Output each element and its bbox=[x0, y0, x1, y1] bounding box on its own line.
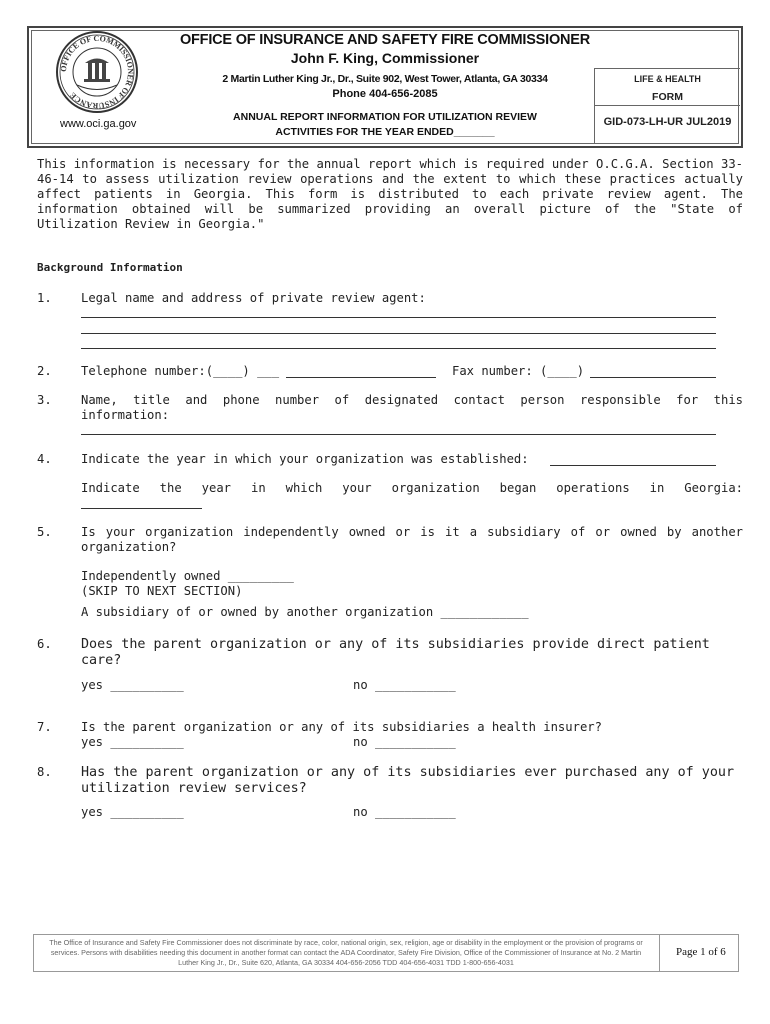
q1-answer-line-2[interactable] bbox=[81, 333, 716, 334]
q4-established-label: Indicate the year in which your organization was established: bbox=[81, 452, 529, 466]
q5-option-subsidiary[interactable]: A subsidiary of or owned by another organization ____________ bbox=[81, 605, 529, 619]
commissioner-name: John F. King, Commissioner bbox=[290, 50, 480, 66]
report-title bbox=[176, 110, 594, 140]
q1-answer-line-1[interactable] bbox=[81, 317, 716, 318]
q1-text: Legal name and address of private review agent: bbox=[81, 291, 426, 305]
q7-number: 7. bbox=[37, 720, 52, 734]
page-number: Page 1 of 6 bbox=[676, 946, 726, 958]
q5-number: 5. bbox=[37, 525, 52, 539]
form-label: FORM bbox=[652, 91, 683, 103]
q2-phone-label: Telephone number:(____) ___ bbox=[81, 364, 280, 378]
q4-number: 4. bbox=[37, 452, 52, 466]
office-title: OFFICE OF INSURANCE AND SAFETY FIRE COMMISSIONER bbox=[179, 32, 591, 48]
q7-yes-field[interactable]: yes __________ bbox=[81, 735, 184, 749]
q5-option-independent[interactable]: Independently owned _________ bbox=[81, 569, 294, 583]
q3-number: 3. bbox=[37, 393, 52, 407]
q8-number: 8. bbox=[37, 765, 52, 779]
footer-nondiscrimination-notice: The Office of Insurance and Safety Fire Commissioner does not discriminate by race, color, national origin, sex, religion, age or disability in the employment or the provision of programs or services. Persons with disabilities needing this document in another format can contact the ADA Coordinator, Safety Fire Division, Office of the Commissioner of Insurance at No. 2 Martin Luther King Jr., Dr., Suite 620, Atlanta, GA 30334 404-656-2056 TDD 404-656-4031 TDD 1-800-656-4031 bbox=[49, 938, 643, 967]
report-title-line-1: ANNUAL REPORT INFORMATION FOR UTILIZATION REVIEW bbox=[233, 111, 537, 123]
q6-no-field[interactable]: no ___________ bbox=[353, 678, 456, 692]
q8-yes-field[interactable]: yes __________ bbox=[81, 805, 184, 819]
q5-skip-note: (SKIP TO NEXT SECTION) bbox=[81, 584, 243, 598]
q8-no-field[interactable]: no ___________ bbox=[353, 805, 456, 819]
state-seal-icon bbox=[55, 30, 139, 114]
q2-fax-field[interactable] bbox=[590, 377, 716, 378]
q4-operations-label: Indicate the year in which your organization began operations in Georgia: bbox=[81, 481, 743, 495]
website-link[interactable]: www.oci.ga.gov bbox=[60, 118, 137, 130]
q5-text: Is your organization independently owned or is it a subsidiary of or owned by another organization? bbox=[81, 525, 743, 554]
form-category: LIFE & HEALTH bbox=[634, 74, 701, 84]
q6-number: 6. bbox=[37, 637, 52, 651]
q2-phone-field[interactable] bbox=[286, 377, 436, 378]
report-title-line-2: ACTIVITIES FOR THE YEAR ENDED_______ bbox=[275, 126, 495, 138]
footer-divider bbox=[659, 934, 660, 972]
svg-text:OFFICE OF COMMISSIONER OF INSU: OFFICE OF COMMISSIONER OF INSURANCE bbox=[58, 33, 136, 111]
office-address: 2 Martin Luther King Jr., Dr., Suite 902, West Tower, Atlanta, GA 30334 bbox=[222, 73, 548, 85]
q1-answer-line-3[interactable] bbox=[81, 348, 716, 349]
q7-text: Is the parent organization or any of its subsidiaries a health insurer? bbox=[81, 720, 602, 734]
q6-yes-field[interactable]: yes __________ bbox=[81, 678, 184, 692]
form-id-box bbox=[594, 68, 739, 144]
q7-no-field[interactable]: no ___________ bbox=[353, 735, 456, 749]
q2-number: 2. bbox=[37, 364, 52, 378]
section-heading: Background Information bbox=[37, 261, 183, 274]
office-phone: Phone 404-656-2085 bbox=[332, 88, 438, 100]
q2-fax-label: Fax number: (____) bbox=[452, 364, 585, 378]
q1-number: 1. bbox=[37, 291, 52, 305]
q4-established-field[interactable] bbox=[550, 465, 716, 466]
q8-text: Has the parent organization or any of its subsidiaries ever purchased any of your utilization review services? bbox=[81, 765, 735, 796]
q6-text: Does the parent organization or any of its subsidiaries provide direct patient care? bbox=[81, 637, 710, 668]
q3-text: Name, title and phone number of designated contact person responsible for this information: bbox=[81, 393, 743, 422]
q3-answer-line[interactable] bbox=[81, 434, 716, 435]
q4-operations-field[interactable] bbox=[81, 508, 202, 509]
form-code: GID-073-LH-UR JUL2019 bbox=[603, 116, 732, 128]
intro-paragraph: This information is necessary for the annual report which is required under O.C.G.A. Section 33-46-14 to assess utilization review operations and the extent to which these practices actually affect patients in Georgia. This form is distributed to each private review agent. The information obtained will be summarized providing an overall picture of the "State of Utilization Review in Georgia." bbox=[37, 157, 743, 231]
